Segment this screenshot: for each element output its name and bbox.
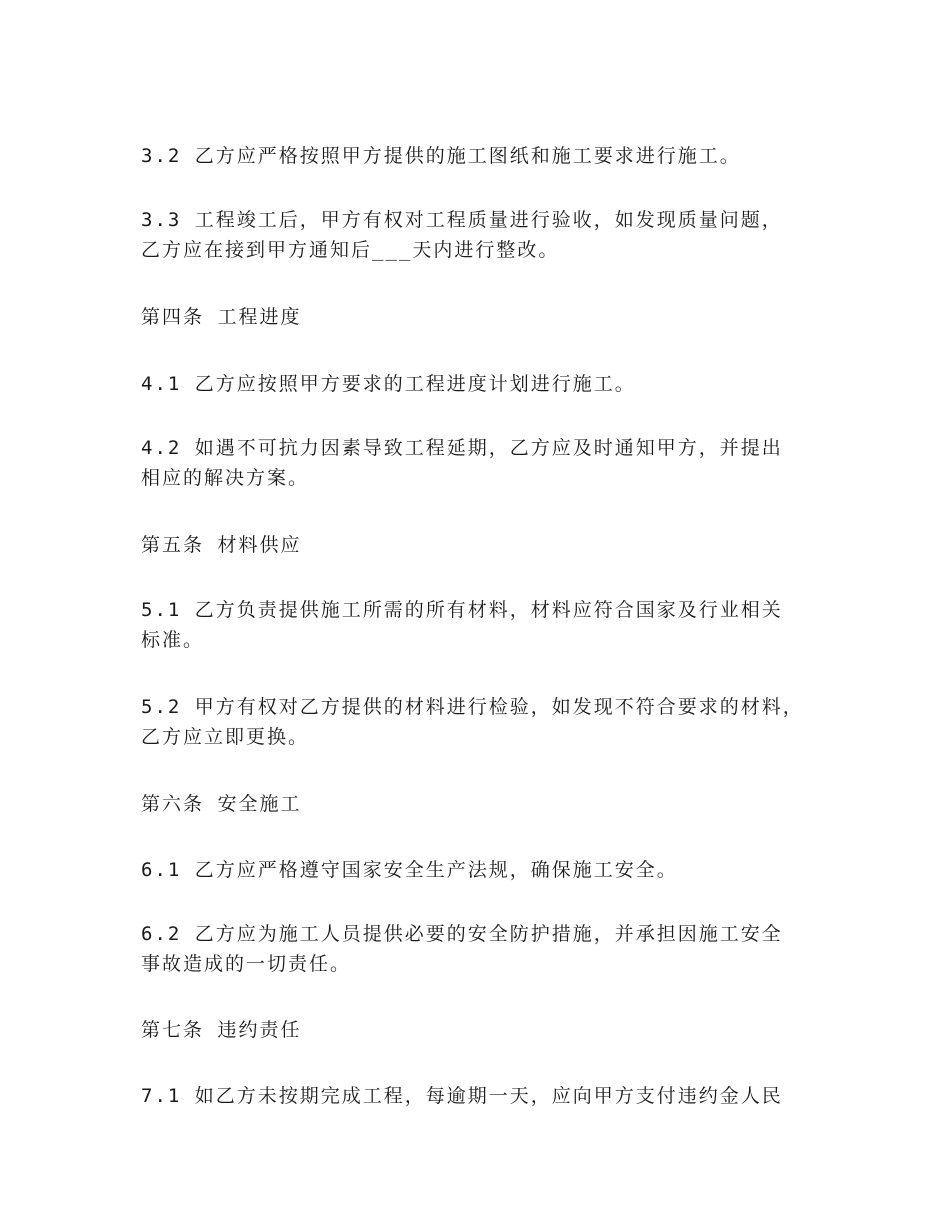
- text-line: 4.2 如遇不可抗力因素导致工程延期，乙方应及时通知甲方，并提出: [141, 437, 783, 459]
- text-line: 标准。: [141, 629, 205, 651]
- article-7-heading: [141, 1015, 841, 1045]
- clause-6-1: [141, 855, 841, 885]
- article-5-heading: [141, 530, 841, 560]
- clause-5-2: [141, 692, 841, 752]
- clause-5-1: [141, 595, 841, 655]
- text-line: 5.2 甲方有权对乙方提供的材料进行检验，如发现不符合要求的材料，: [141, 696, 804, 718]
- text-line: 3.3 工程竣工后，甲方有权对工程质量进行验收，如发现质量问题，: [141, 209, 783, 231]
- text-line: 6.1 乙方应严格遵守国家安全生产法规，确保施工安全。: [141, 859, 678, 881]
- text-line: 事故造成的一切责任。: [141, 953, 352, 975]
- text-line: 4.1 乙方应按照甲方要求的工程进度计划进行施工。: [141, 373, 636, 395]
- article-6-heading: [141, 789, 841, 819]
- text-line: 6.2 乙方应为施工人员提供必要的安全防护措施，并承担因施工安全: [141, 923, 783, 945]
- clause-7-1: [141, 1081, 841, 1111]
- section-heading: 第七条 违约责任: [141, 1019, 302, 1041]
- section-heading: 第四条 工程进度: [141, 306, 302, 328]
- clause-4-1: [141, 369, 841, 399]
- clause-3-2: [141, 141, 841, 171]
- text-line: 5.1 乙方负责提供施工所需的所有材料，材料应符合国家及行业相关: [141, 599, 783, 621]
- text-line: 相应的解决方案。: [141, 467, 310, 489]
- text-line: 乙方应立即更换。: [141, 726, 310, 748]
- clause-3-3: [141, 205, 841, 265]
- article-4-heading: [141, 302, 841, 332]
- section-heading: 第六条 安全施工: [141, 793, 302, 815]
- clause-4-2: [141, 433, 841, 493]
- clause-6-2: [141, 919, 841, 979]
- text-line: 乙方应在接到甲方通知后___天内进行整改。: [141, 239, 560, 261]
- text-line: 7.1 如乙方未按期完成工程，每逾期一天，应向甲方支付违约金人民: [141, 1085, 783, 1107]
- text-line: 3.2 乙方应严格按照甲方提供的施工图纸和施工要求进行施工。: [141, 145, 741, 167]
- section-heading: 第五条 材料供应: [141, 534, 302, 556]
